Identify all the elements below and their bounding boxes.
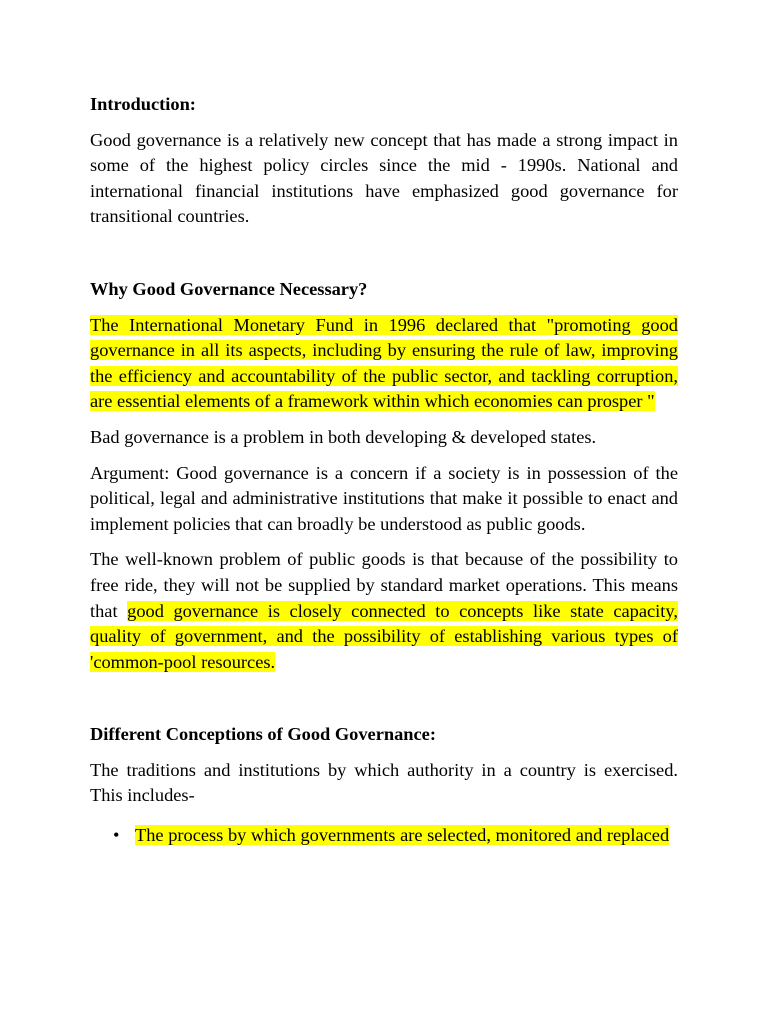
- imf-quote-paragraph: [90, 313, 678, 415]
- list-item-highlight: The process by which governments are selected, monitored and replaced: [135, 825, 670, 846]
- public-goods-paragraph: [90, 547, 678, 675]
- conceptions-list: [90, 823, 678, 849]
- bullet-icon: •: [113, 825, 120, 846]
- why-heading: Why Good Governance Necessary?: [90, 278, 368, 299]
- conceptions-heading: Different Conceptions of Good Governance:: [90, 724, 436, 745]
- document-page: [90, 92, 678, 849]
- introduction-heading: Introduction:: [90, 94, 196, 114]
- list-item: [113, 823, 678, 849]
- bad-governance-paragraph: Bad governance is a problem in both developing & developed states.: [90, 426, 597, 447]
- public-goods-text: The well-known problem of public goods is that because of the possibility to free ride, they will not be supplied by standard market operations. This means that: [90, 549, 678, 621]
- section-gap: [90, 240, 678, 277]
- imf-quote-highlight: The International Monetary Fund in 1996 declared that "promoting good governance in all its aspects, including by ensuring the rule of law, improving the efficiency and accountability of the public sector, and tackling corruption, are essential elements of a framework within which economies can prosper ": [90, 314, 678, 412]
- public-goods-highlight: good governance is closely connected to concepts like state capacity, quality of government, and the possibility of establishing various types of 'common-pool resources.: [90, 600, 678, 672]
- argument-paragraph: Argument: Good governance is a concern if a society is in possession of the political, legal and administrative institutions that make it possible to enact and implement policies that can broadly be understood as public goods.: [90, 462, 678, 534]
- introduction-paragraph: Good governance is a relatively new concept that has made a strong impact in some of the highest policy circles since the mid - 1990s. National and international financial institutions have emphasized good governance for transitional countries.: [90, 129, 678, 227]
- traditions-paragraph: The traditions and institutions by which authority in a country is exercised. This includes-: [90, 759, 678, 806]
- section-gap: [90, 685, 678, 722]
